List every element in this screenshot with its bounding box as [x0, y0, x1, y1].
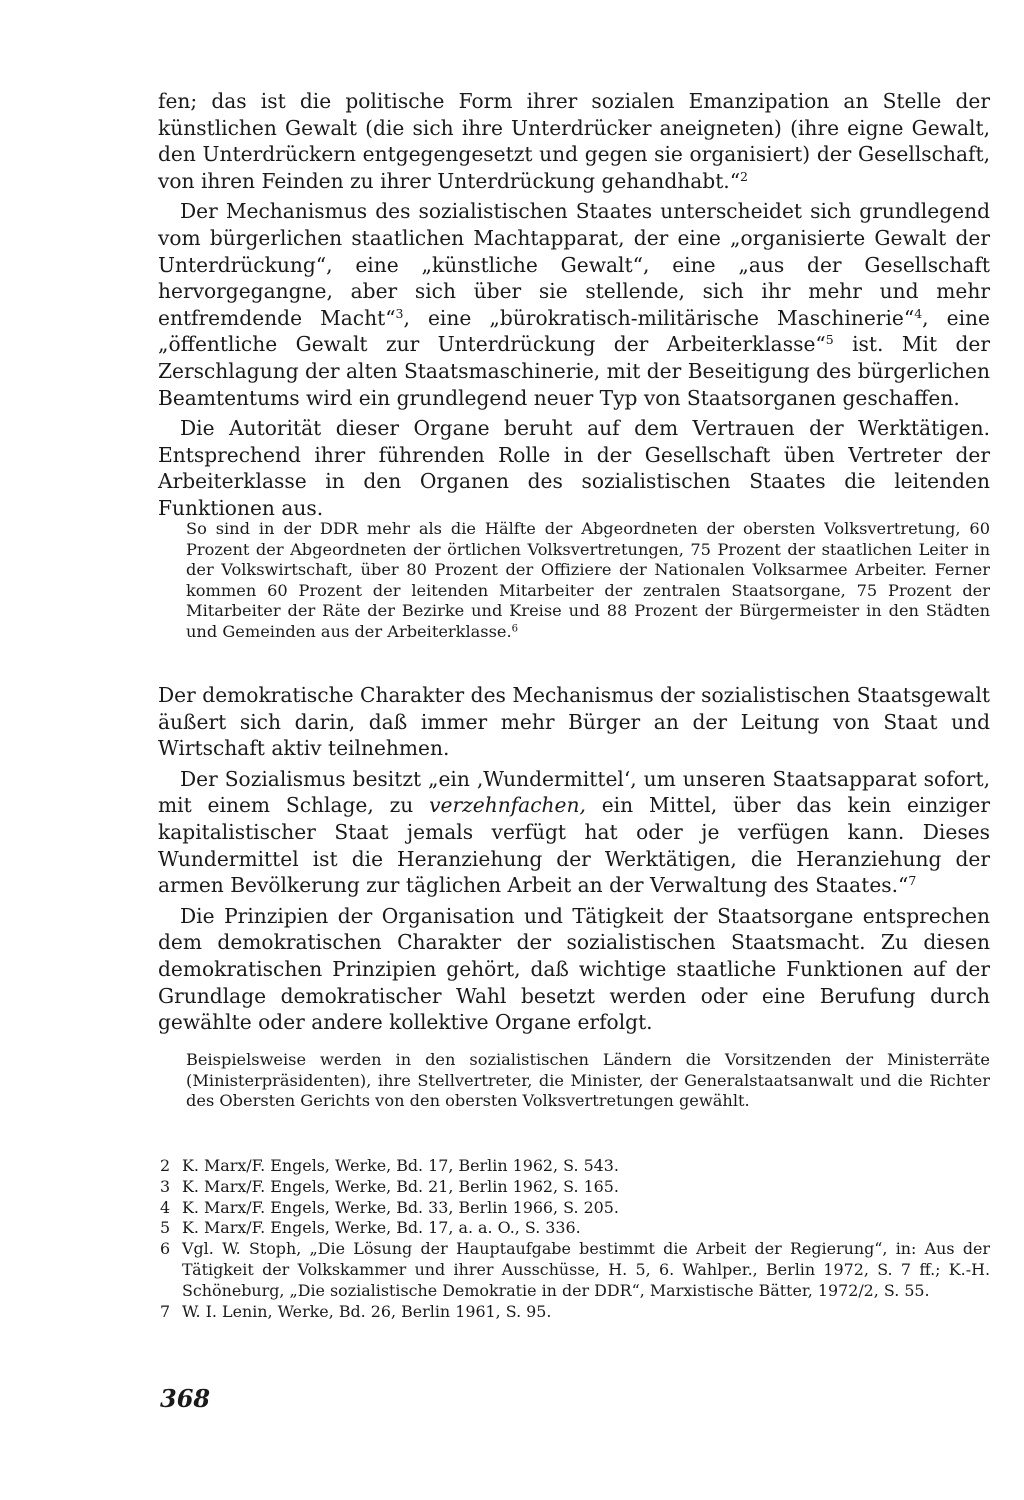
footnote-text: W. I. Lenin, Werke, Bd. 26, Berlin 1961, S. 95.: [182, 1301, 552, 1321]
footnote-4: [158, 1198, 990, 1219]
small-print-paragraph-2: Beispielsweise werden in den sozialistischen Ländern die Vorsitzenden der Ministerräte (Ministerpräsidenten), ihre Stellvertreter, die Minister, der Generalstaatsanwalt und die Richter des Obersten Gerichts von den obersten Volksvertretungen gewählt.: [186, 1050, 990, 1111]
paragraph-1: fen; das ist die politische Form ihrer sozialen Emanzipation an Stelle der künstlichen Gewalt (die sich ihre Unterdrücker aneigneten) (ihre eigne Gewalt, den Unterdrückern entgegengesetzt und gegen sie organisiert) der Gesellschaft, von ihren Feinden zu ihrer Unterdrückung gehandhabt.“$^2$: [158, 89, 990, 193]
footnote-number: 7: [160, 1301, 171, 1321]
footnote-number: 6: [160, 1239, 171, 1259]
footnote-number: 4: [160, 1197, 171, 1217]
footnote-ref-2[interactable]: 2: [740, 168, 749, 184]
footnotes-section: [158, 1156, 990, 1322]
footnote-2: [158, 1156, 990, 1177]
footnote-ref-7[interactable]: 7: [908, 873, 917, 889]
footnote-6: [158, 1239, 990, 1301]
footnote-text: Vgl. W. Stoph, „Die Lösung der Hauptaufgabe bestimmt die Arbeit der Regierung“, in: Aus der Tätigkeit der Volkskammer und ihrer Ausschüsse, H. 5, 6. Wahlper., Berlin 1972, S. 7 ff.; K.-H. Schöneburg, „Die sozialistische Demokratie in der DDR“, Marxistische Bätter, 1972/2, S. 55.: [182, 1239, 990, 1300]
paragraph-3: Die Autorität dieser Organe beruht auf dem Vertrauen der Werktätigen. Entsprechend ihrer führenden Rolle in der Gesellschaft üben Vertreter der Arbeiterklasse in den Organen des sozialistischen Staates die leitenden Funktionen aus.: [158, 416, 990, 520]
footnote-text: K. Marx/F. Engels, Werke, Bd. 17, a. a. O., S. 336.: [182, 1218, 581, 1238]
paragraph-5: Der Sozialismus besitzt „ein ‚Wundermittel‘, um unseren Staatsapparat sofort, mit einem Schlage, zu verzehnfachen, ein Mittel, über das kein einziger kapitalistischer Staat jemals verfügt hat oder je verfügen kann. Dieses Wundermittel ist die Heranziehung der Werktätigen, die Heranziehung der armen Bevölkerung zur täglichen Arbeit an der Verwaltung des Staates.“$^7$: [158, 766, 990, 898]
small-print-paragraph-1: So sind in der DDR mehr als die Hälfte der Abgeordneten der obersten Volksvertretung, 60 Prozent der Abgeordneten der örtlichen Volksvertretungen, 75 Prozent der staatlichen Leiter in der Volkswirtschaft, über 80 Prozent der Offiziere der Nationalen Volksarmee Arbeiter. Ferner kommen 60 Prozent der leitenden Mitarbeiter der zentralen Staatsorgane, 75 Prozent der Mitarbeiter der Räte der Bezirke und Kreise und 88 Prozent der Bürgermeister in den Städten und Gemeinden aus der Arbeiterklasse.$^6$: [186, 519, 990, 641]
small-print-block-2: [158, 1050, 990, 1112]
main-text-block-2: [158, 682, 990, 1036]
footnote-text: K. Marx/F. Engels, Werke, Bd. 17, Berlin 1962, S. 543.: [182, 1156, 619, 1175]
footnote-ref-3[interactable]: 3: [395, 305, 404, 321]
footnote-number: 3: [160, 1176, 171, 1196]
footnote-3: [158, 1177, 990, 1198]
footnote-ref-5[interactable]: 5: [825, 332, 834, 348]
emphasis-verzehnfachen: verzehnfachen,: [429, 793, 586, 818]
footnote-ref-6[interactable]: 6: [511, 623, 519, 635]
footnote-number: 2: [160, 1156, 171, 1175]
paragraph-4: Der demokratische Charakter des Mechanismus der sozialistischen Staatsgewalt äußert sich darin, daß immer mehr Bürger an der Leitung von Staat und Wirtschaft aktiv teilnehmen.: [158, 683, 990, 761]
footnote-number: 5: [160, 1218, 171, 1238]
paragraph-6: Die Prinzipien der Organisation und Tätigkeit der Staatsorgane entsprechen dem demokratischen Charakter der sozialistischen Staatsmacht. Zu diesen demokratischen Prinzipien gehört, daß wichtige staatliche Funktionen auf der Grundlage demokratischer Wahl besetzt werden oder eine Berufung durch gewählte oder andere kollektive Organe erfolgt.: [158, 903, 990, 1035]
footnote-text: K. Marx/F. Engels, Werke, Bd. 33, Berlin 1966, S. 205.: [182, 1197, 619, 1217]
main-text-block-1: [158, 88, 990, 522]
footnote-list: [158, 1156, 990, 1322]
paragraph-2: Der Mechanismus des sozialistischen Staates unterscheidet sich grundlegend vom bürgerlichen staatlichen Machtapparat, der eine „organisierte Gewalt der Unterdrückung“, eine „künstliche Gewalt“, eine „aus der Gesellschaft hervorgegangne, aber sich über sie stellende, sich ihr mehr und mehr entfremdende Macht“$^3$, eine „bürokratisch-militärische Maschinerie“$^4$, eine „öffentliche Gewalt zur Unterdrückung der Arbeiterklasse“$^5$ ist. Mit der Zerschlagung der alten Staatsmaschinerie, mit der Beseitigung des bürgerlichen Beamtentums wird ein grundlegend neuer Typ von Staatsorganen geschaffen.: [158, 199, 991, 410]
page-number: 368: [160, 1384, 211, 1413]
footnote-5: [158, 1218, 990, 1239]
footnote-7: [158, 1302, 990, 1323]
footnote-ref-4[interactable]: 4: [914, 305, 923, 321]
small-print-block-1: [158, 519, 990, 643]
footnote-text: K. Marx/F. Engels, Werke, Bd. 21, Berlin 1962, S. 165.: [182, 1176, 619, 1196]
